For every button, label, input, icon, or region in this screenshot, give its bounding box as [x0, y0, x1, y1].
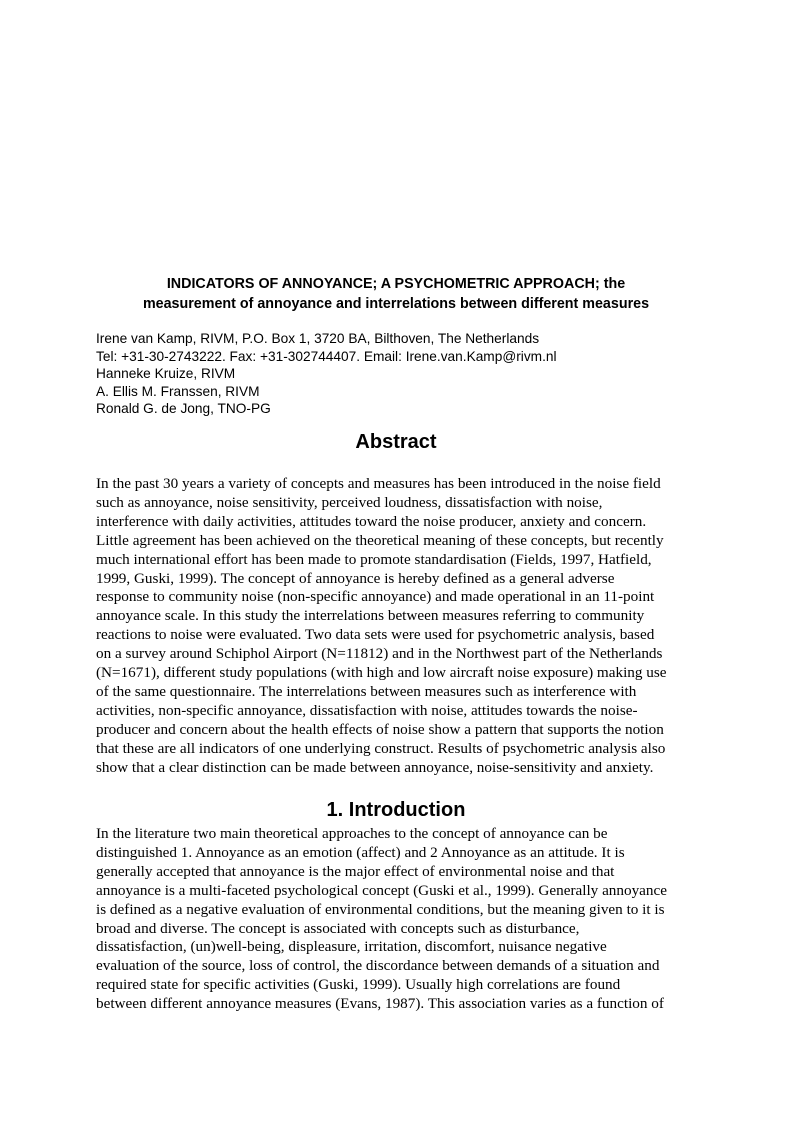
text-line: response to community noise (non-specific annoyance) and made operational in an 11-point — [96, 588, 655, 606]
author-block — [96, 330, 716, 418]
text-line: annoyance is a multi-faceted psychological concept (Guski et al., 1999). Generally annoyance — [96, 881, 667, 899]
text-line: activities, non-specific annoyance, dissatisfaction with noise, attitudes towards the noise- — [96, 701, 638, 719]
author-line: Irene van Kamp, RIVM, P.O. Box 1, 3720 BA, Bilthoven, The Netherlands — [96, 331, 540, 346]
title-line: measurement of annoyance and interrelations between different measures — [142, 296, 650, 312]
text-line: such as annoyance, noise sensitivity, perceived loudness, dissatisfaction with noise, — [96, 493, 603, 511]
text-line: interference with daily activities, attitudes toward the noise producer, anxiety and concern. — [96, 512, 647, 530]
text-line: producer and concern about the health effects of noise show a pattern that supports the notion — [96, 720, 664, 738]
text-line: on a survey around Schiphol Airport (N=11812) and in the Northwest part of the Netherlands — [96, 645, 663, 663]
text-line: 1999, Guski, 1999). The concept of annoyance is hereby defined as a general adverse — [96, 569, 615, 587]
author-contact-line: Tel: +31-30-2743222. Fax: +31-302744407. Email: Irene.van.Kamp@rivm.nl — [96, 348, 557, 364]
paper-title — [96, 274, 696, 314]
text-line: dissatisfaction, (un)well-being, displeasure, irritation, discomfort, nuisance negative — [96, 938, 607, 956]
text-line: annoyance scale. In this study the interrelations between measures referring to community — [96, 607, 645, 625]
introduction-heading: 1. Introduction — [326, 799, 466, 821]
author-line: Ronald G. de Jong, TNO-PG — [96, 401, 271, 417]
introduction-body — [96, 825, 706, 1014]
text-line: distinguished 1. Annoyance as an emotion (affect) and 2 Annoyance as an attitude. It is — [96, 843, 625, 861]
text-line: show that a clear distinction can be made between annoyance, noise-sensitivity and anxiety. — [96, 758, 654, 776]
author-line: A. Ellis M. Franssen, RIVM — [96, 383, 260, 399]
text-line: between different annoyance measures (Evans, 1987). This association varies as a function of — [96, 995, 664, 1013]
text-line: evaluation of the source, loss of control, the discordance between demands of a situation and — [96, 957, 660, 975]
text-line: reactions to noise were evaluated. Two data sets were used for psychometric analysis, based — [96, 626, 655, 644]
author-line: Hanneke Kruize, RIVM — [96, 366, 236, 382]
text-line: of the same questionnaire. The interrelations between measures such as interference with — [96, 682, 637, 700]
text-line: In the past 30 years a variety of concepts and measures has been introduced in the noise field — [96, 475, 661, 492]
text-line: that these are all indicators of one underlying construct. Results of psychometric analysis also — [96, 739, 666, 757]
text-line: In the literature two main theoretical approaches to the concept of annoyance can be — [96, 825, 608, 842]
text-line: Little agreement has been achieved on the theoretical meaning of these concepts, but recently — [96, 531, 664, 549]
title-line: INDICATORS OF ANNOYANCE; A PSYCHOMETRIC APPROACH; the — [166, 276, 626, 292]
text-line: generally accepted that annoyance is the major effect of environmental noise and that — [96, 862, 615, 880]
text-line: required state for specific activities (Guski, 1999). Usually high correlations are found — [96, 976, 621, 994]
text-line: is defined as a negative evaluation of environmental conditions, but the meaning given to it is — [96, 900, 665, 918]
abstract-heading: Abstract — [355, 431, 437, 453]
text-line: (N=1671), different study populations (with high and low aircraft noise exposure) making use — [96, 664, 667, 682]
abstract-body — [96, 475, 706, 778]
text-line: broad and diverse. The concept is associated with concepts such as disturbance, — [96, 919, 580, 937]
text-line: much international effort has been made to promote standardisation (Fields, 1997, Hatfield, — [96, 550, 652, 568]
